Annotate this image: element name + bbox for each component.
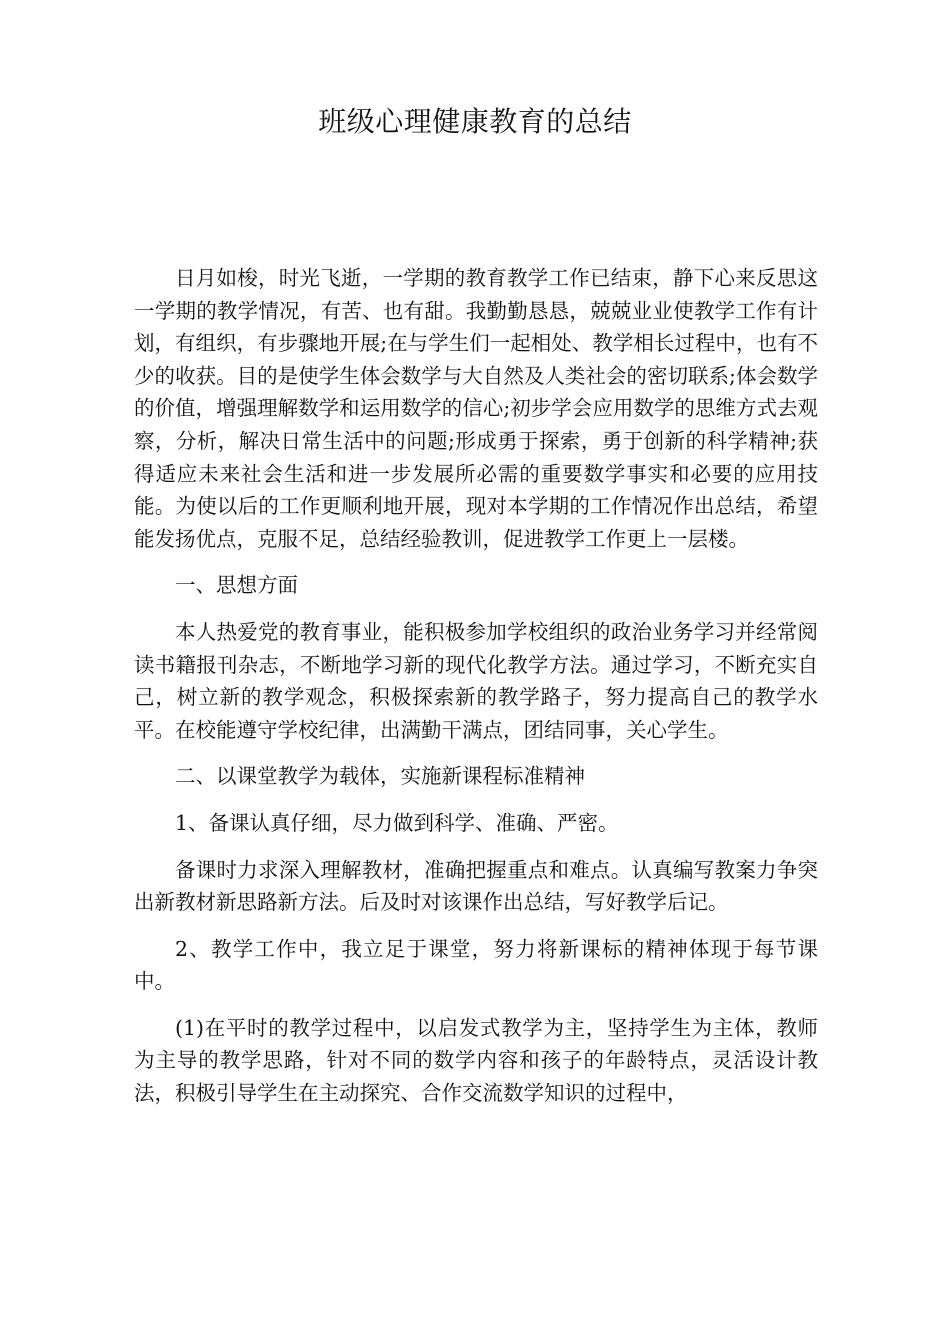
section-heading-thought: 一、思想方面	[175, 573, 298, 598]
document-title: 班级心理健康教育的总结	[318, 105, 632, 138]
paragraph-spacer	[134, 793, 818, 807]
paragraph-teaching-method: (1)在平时的教学过程中，以启发式教学为主，坚持学生为主体，教师为主导的教学思路，针对不同的数学内容和孩子的年龄特点，灵活设计教法，积极引导学生在主动探究、合作交流数学知识的过程中，	[134, 1015, 818, 1106]
paragraph-intro: 日月如梭，时光飞逝，一学期的教育教学工作已结束，静下心来反思这一学期的教学情况，有苦、也有甜。我勤勤恳恳，兢兢业业使教学工作有计划，有组织，有步骤地开展;在与学生们一起相处、教学相长过程中，也有不少的收获。目的是使学生体会数学与大自然及人类社会的密切联系;体会数学的价值，增强理解数学和运用数学的信心;初步学会应用数学的思维方式去观察，分析，解决日常生活中的问题;形成勇于探索，勇于创新的科学精神;获得适应未来社会生活和进一步发展所必需的重要数学事实和必要的应用技能。为使以后的工作更顺利地开展，现对本学期的工作情况作出总结，希望能发扬优点，克服不足，总结经验教训，促进教学工作更上一层楼。	[134, 266, 818, 551]
paragraph-spacer	[134, 840, 818, 854]
paragraph-spacer	[134, 555, 818, 569]
section-heading-classroom: 二、以课堂教学为载体，实施新课程标准精神	[175, 764, 585, 789]
paragraph-lesson-prep: 备课时力求深入理解教材，准确把握重点和难点。认真编写教案力争突出新教材新思路新方法。后及时对该课作出总结，写好教学后记。	[134, 857, 818, 915]
paragraph-spacer	[134, 746, 818, 760]
subheading-lesson-prep: 1、备课认真仔细，尽力做到科学、准确、严密。	[175, 810, 619, 835]
paragraph-spacer	[134, 919, 818, 933]
paragraph-thought: 本人热爱党的教育事业，能积极参加学校组织的政治业务学习并经常阅读书籍报刊杂志，不断地学习新的现代化教学方法。通过学习，不断充实自己，树立新的教学观念，积极探索新的教学路子，努力提高自己的教学水平。在校能遵守学校纪律，出满勤干满点，团结同事，关心学生。	[134, 619, 818, 742]
paragraph-spacer	[134, 998, 818, 1012]
paragraph-spacer	[134, 602, 818, 616]
subheading-teaching-work: 2、教学工作中，我立足于课堂，努力将新课标的精神体现于每节课中。	[134, 936, 818, 994]
document-body	[134, 262, 818, 1110]
